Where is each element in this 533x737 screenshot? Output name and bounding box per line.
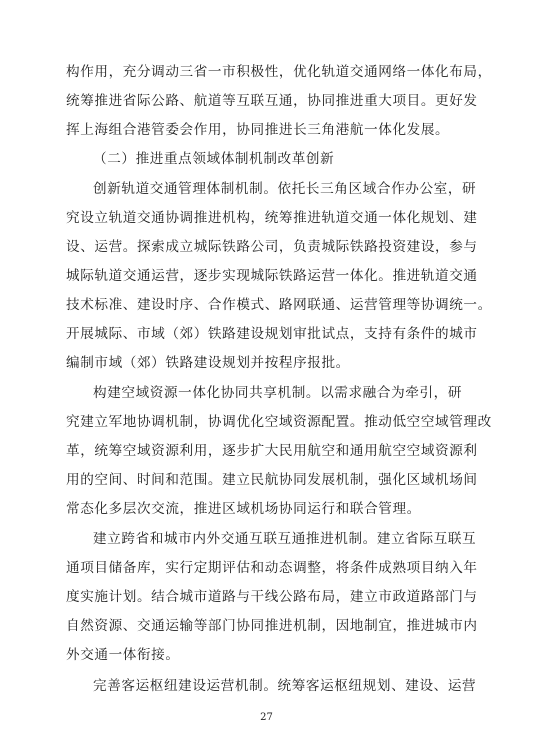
text-line: 设、运营。探索成立城际铁路公司，负责城际铁路投资建设，参与 [66, 239, 478, 255]
text-line: 挥上海组合港管委会作用，协同推进长三角港航一体化发展。 [66, 122, 450, 138]
paragraph-start: 建立跨省和城市内外交通互联互通推进机制。建立省际互联互 [93, 531, 477, 547]
text-line: 编制市域（郊）铁路建设规划并按程序报批。 [66, 355, 350, 371]
text-line: 究建立军地协调机制，协调优化空域资源配置。推动低空空域管理改 [66, 414, 492, 430]
text-line: 外交通一体衔接。 [66, 647, 180, 663]
text-line: 自然资源、交通运输等部门协同推进机制，因地制宜，推进城市内 [66, 618, 478, 634]
text-line: 常态化多层次交流，推进区域机场协同运行和联合管理。 [66, 501, 421, 517]
text-line: 构作用，充分调动三省一市积极性，优化轨道交通网络一体化布局， [66, 64, 492, 80]
text-line: 通项目储备库，实行定期评估和动态调整，将条件成熟项目纳入年 [66, 560, 478, 576]
text-line: 统筹推进省际公路、航道等互联互通，协同推进重大项目。更好发 [66, 93, 478, 109]
paragraph-start: 创新轨道交通管理体制机制。依托长三角区域合作办公室，研 [93, 181, 477, 197]
text-line: 革，统筹空域资源利用，逐步扩大民用航空和通用航空空域资源利 [66, 443, 478, 459]
text-line: 用的空间、时间和范围。建立民航协同发展机制，强化区域机场间 [66, 472, 478, 488]
paragraph-start: 完善客运枢纽建设运营机制。统筹客运枢纽规划、建设、运营 [93, 678, 477, 694]
text-line: 技术标准、建设时序、合作模式、路网联通、运营管理等协调统一。 [66, 297, 492, 313]
text-line: 城际轨道交通运营，逐步实现城际铁路运营一体化。推进轨道交通 [66, 268, 478, 284]
text-line: 究设立轨道交通协调推进机构，统筹推进轨道交通一体化规划、建 [66, 210, 478, 226]
section-heading: （二）推进重点领域体制机制改革创新 [93, 151, 335, 167]
page-number: 27 [260, 712, 273, 723]
text-line: 度实施计划。结合城市道路与干线公路布局，建立市政道路部门与 [66, 589, 478, 605]
text-line: 开展城际、市域（郊）铁路建设规划审批试点，支持有条件的城市 [66, 326, 478, 342]
paragraph-start: 构建空域资源一体化协同共享机制。以需求融合为牵引，研 [93, 385, 463, 401]
